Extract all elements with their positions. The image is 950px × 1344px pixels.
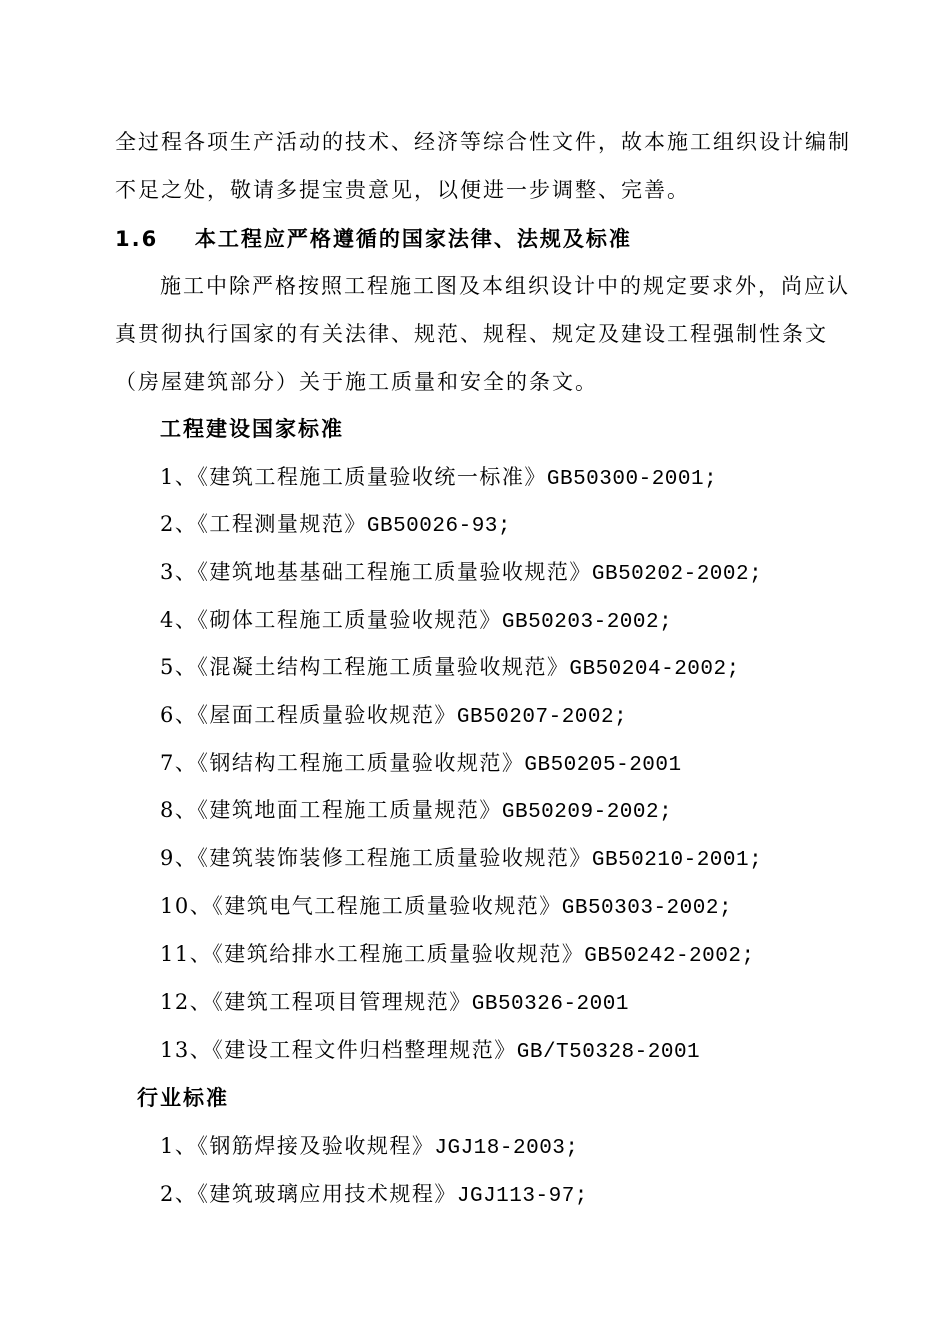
item-code: GB50210-2001; <box>591 849 763 872</box>
item-code: JGJ113-97; <box>456 1185 588 1208</box>
standard-item <box>160 558 762 589</box>
section-heading <box>115 225 632 253</box>
item-code: GB50026-93; <box>366 515 511 538</box>
item-name: 《砌体工程施工质量验收规范》 <box>197 608 502 632</box>
item-code: GB50205-2001 <box>524 754 682 777</box>
section-number: 1.6 <box>115 227 159 251</box>
item-number: 1、 <box>160 465 198 489</box>
standard-item <box>160 844 762 875</box>
item-number: 1、 <box>160 1134 198 1158</box>
item-name: 《钢结构工程施工质量验收规范》 <box>197 751 525 775</box>
item-code: GB50300-2001; <box>546 468 718 491</box>
item-number: 6、 <box>160 703 198 727</box>
item-name: 《混凝土结构工程施工质量验收规范》 <box>197 655 570 679</box>
item-number: 8、 <box>160 798 198 822</box>
item-name: 《建筑地面工程施工质量规范》 <box>197 798 502 822</box>
item-number: 11、 <box>160 942 213 966</box>
item-name: 《建设工程文件归档整理规范》 <box>212 1038 517 1062</box>
standard-item <box>160 606 672 637</box>
item-number: 9、 <box>160 846 198 870</box>
standard-item <box>160 988 629 1019</box>
item-name: 《建筑工程施工质量验收统一标准》 <box>197 465 547 489</box>
item-code: GB/T50328-2001 <box>516 1041 701 1064</box>
item-number: 5、 <box>160 655 198 679</box>
item-name: 《钢筋焊接及验收规程》 <box>197 1134 435 1158</box>
industry-standards-heading: 行业标准 <box>137 1086 229 1110</box>
item-name: 《工程测量规范》 <box>197 512 367 536</box>
item-number: 10、 <box>160 894 213 918</box>
item-code: GB50202-2002; <box>591 563 763 586</box>
item-name: 《建筑地基基础工程施工质量验收规范》 <box>197 560 592 584</box>
national-standards-heading: 工程建设国家标准 <box>160 417 344 441</box>
item-name: 《建筑装饰装修工程施工质量验收规范》 <box>197 846 592 870</box>
standard-item <box>160 796 672 827</box>
item-name: 《屋面工程质量验收规范》 <box>197 703 457 727</box>
standard-item <box>160 510 511 541</box>
item-number: 3、 <box>160 560 198 584</box>
item-code: JGJ18-2003; <box>434 1137 579 1160</box>
item-name: 《建筑给排水工程施工质量验收规范》 <box>212 942 585 966</box>
item-number: 7、 <box>160 751 198 775</box>
item-name: 《建筑电气工程施工质量验收规范》 <box>212 894 562 918</box>
section-paragraph-line-3: （房屋建筑部分）关于施工质量和安全的条文。 <box>115 370 598 394</box>
item-number: 13、 <box>160 1038 213 1062</box>
item-code: GB50326-2001 <box>471 993 629 1016</box>
section-paragraph-line-1: 施工中除严格按照工程施工图及本组织设计中的规定要求外，尚应认 <box>160 274 850 298</box>
standard-item <box>160 653 740 684</box>
item-number: 12、 <box>160 990 213 1014</box>
standard-item <box>160 749 682 780</box>
standard-item <box>160 1132 579 1163</box>
item-number: 4、 <box>160 608 198 632</box>
item-code: GB50303-2002; <box>561 897 733 920</box>
standard-item <box>160 1180 588 1211</box>
item-number: 2、 <box>160 512 198 536</box>
standard-item <box>160 701 627 732</box>
item-code: GB50204-2002; <box>569 658 740 681</box>
standard-item <box>160 1036 700 1067</box>
item-number: 2、 <box>160 1182 198 1206</box>
section-title: 本工程应严格遵循的国家法律、法规及标准 <box>194 227 632 251</box>
standard-item <box>160 892 732 923</box>
item-code: GB50207-2002; <box>456 706 628 729</box>
standard-item <box>160 463 717 494</box>
standard-item <box>160 940 755 971</box>
item-name: 《建筑玻璃应用技术规程》 <box>197 1182 457 1206</box>
intro-line-1: 全过程各项生产活动的技术、经济等综合性文件，故本施工组织设计编制 <box>115 130 851 154</box>
item-code: GB50209-2002; <box>501 801 673 824</box>
item-code: GB50242-2002; <box>584 945 755 968</box>
item-name: 《建筑工程项目管理规范》 <box>212 990 472 1014</box>
intro-line-2: 不足之处，敬请多提宝贵意见，以便进一步调整、完善。 <box>115 178 690 202</box>
item-code: GB50203-2002; <box>501 611 673 634</box>
section-paragraph-line-2: 真贯彻执行国家的有关法律、规范、规程、规定及建设工程强制性条文 <box>115 322 828 346</box>
